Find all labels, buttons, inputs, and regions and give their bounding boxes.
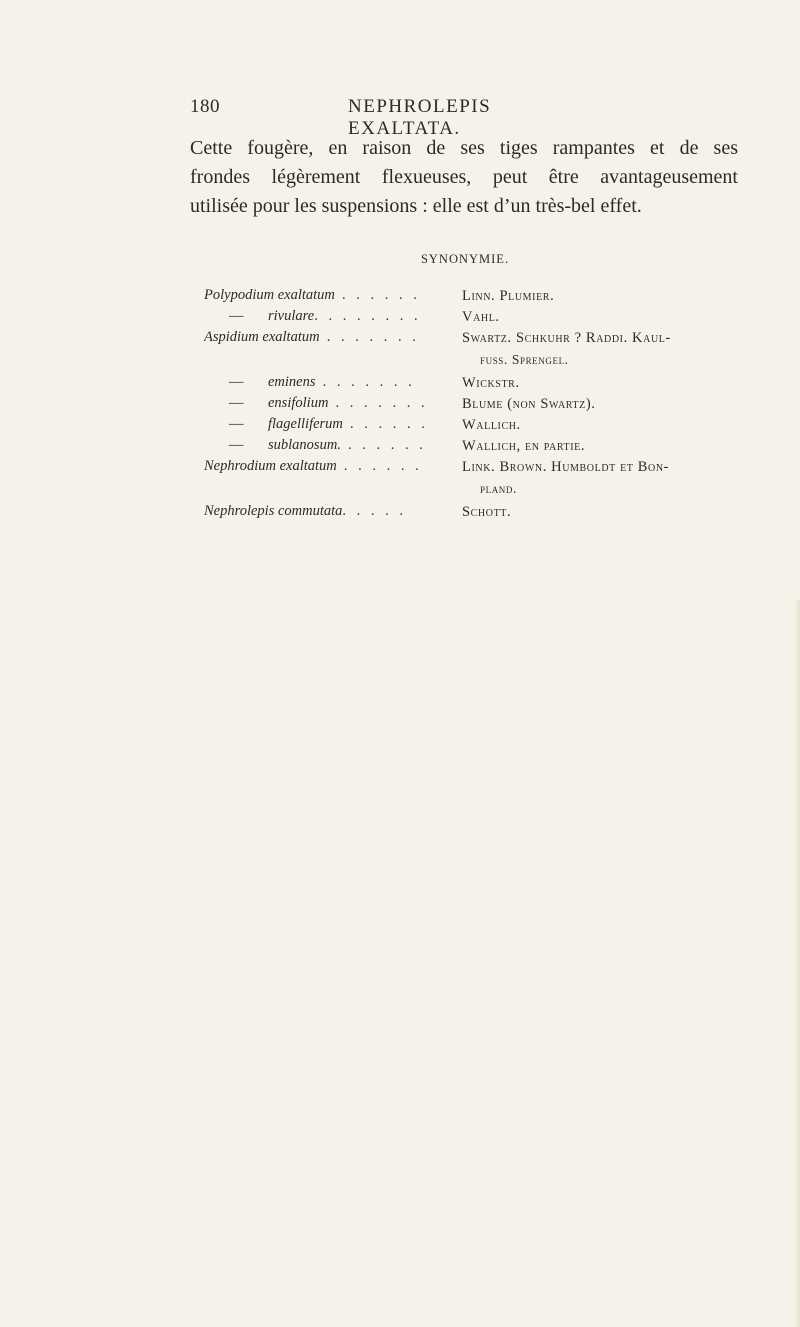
synonym-authority <box>462 326 744 370</box>
synonym-name <box>204 374 459 391</box>
synonym-name <box>204 416 459 433</box>
synonym-name <box>204 503 459 520</box>
authority-text: Link. Brown. Humboldt et Bon- <box>462 459 670 475</box>
species-name: Nephrolepis commutata <box>204 503 343 519</box>
ditto-dash: — <box>229 395 244 411</box>
authority-text: Schott. <box>462 504 512 520</box>
leader-dots: . . . . . . <box>336 458 423 474</box>
synonym-row <box>204 329 744 374</box>
synonym-name <box>204 437 459 454</box>
species-name: sublanosum. <box>268 437 341 453</box>
leader-dots: . . . . . <box>342 503 407 519</box>
synonym-name <box>204 329 459 346</box>
synonymy-list <box>204 287 744 524</box>
authority-text: Wallich. <box>462 417 521 433</box>
species-name: eminens <box>268 374 316 390</box>
page-number: 180 <box>190 96 220 117</box>
authority-text: Linn. Plumier. <box>462 288 555 304</box>
authority-text: Blume (non Swartz). <box>462 396 596 412</box>
page-header <box>190 96 610 139</box>
paragraph-line: utilisée pour les suspensions : elle est d’un très-bel effet. <box>190 195 642 217</box>
species-name: Nephrodium exaltatum <box>204 458 337 474</box>
leader-dots: . . . . . . <box>342 416 429 432</box>
ditto-dash: — <box>229 308 244 324</box>
species-name: ensifolium <box>268 395 329 411</box>
leader-dots: . . . . . . . <box>315 374 416 390</box>
synonym-name <box>204 458 459 475</box>
leader-dots: . . . . . . . . <box>314 308 422 324</box>
leader-dots: . . . . . . . <box>328 395 429 411</box>
running-title: NEPHROLEPIS EXALTATA. <box>348 96 492 139</box>
leader-dots: . . . . . . <box>334 287 421 303</box>
ditto-dash: — <box>229 437 244 453</box>
leader-dots: . . . . . . <box>340 437 427 453</box>
authority-continuation: fuss. Sprengel. <box>480 352 569 367</box>
authority-text: Vahl. <box>462 309 500 325</box>
authority-text: Wallich, en partie. <box>462 438 586 454</box>
authority-continuation: pland. <box>480 481 517 496</box>
species-name: Aspidium exaltatum <box>204 329 320 345</box>
synonym-row <box>204 458 744 503</box>
synonym-name <box>204 395 459 412</box>
synonym-name <box>204 287 459 304</box>
ditto-dash: — <box>229 416 244 432</box>
synonymy-title: SYNONYMIE. <box>420 252 510 266</box>
leader-dots: . . . . . . . <box>319 329 420 345</box>
paragraph-line: Cette fougère, en raison de ses tiges rampantes et de ses <box>190 137 738 159</box>
paragraph-line: frondes légèrement flexueuses, peut être avantageusement <box>190 166 738 188</box>
synonym-authority <box>462 455 744 499</box>
synonym-authority <box>462 500 744 524</box>
page-edge-stain <box>794 600 800 1327</box>
authority-text: Wickstr. <box>462 375 520 391</box>
body-paragraph <box>190 134 738 221</box>
species-name: Polypodium exaltatum <box>204 287 335 303</box>
species-name: flagelliferum <box>268 416 343 432</box>
species-name: rivulare <box>268 308 315 324</box>
authority-text: Swartz. Schkuhr ? Raddi. Kaul- <box>462 330 671 346</box>
ditto-dash: — <box>229 374 244 390</box>
synonym-name <box>204 308 459 325</box>
synonym-row <box>204 503 744 524</box>
